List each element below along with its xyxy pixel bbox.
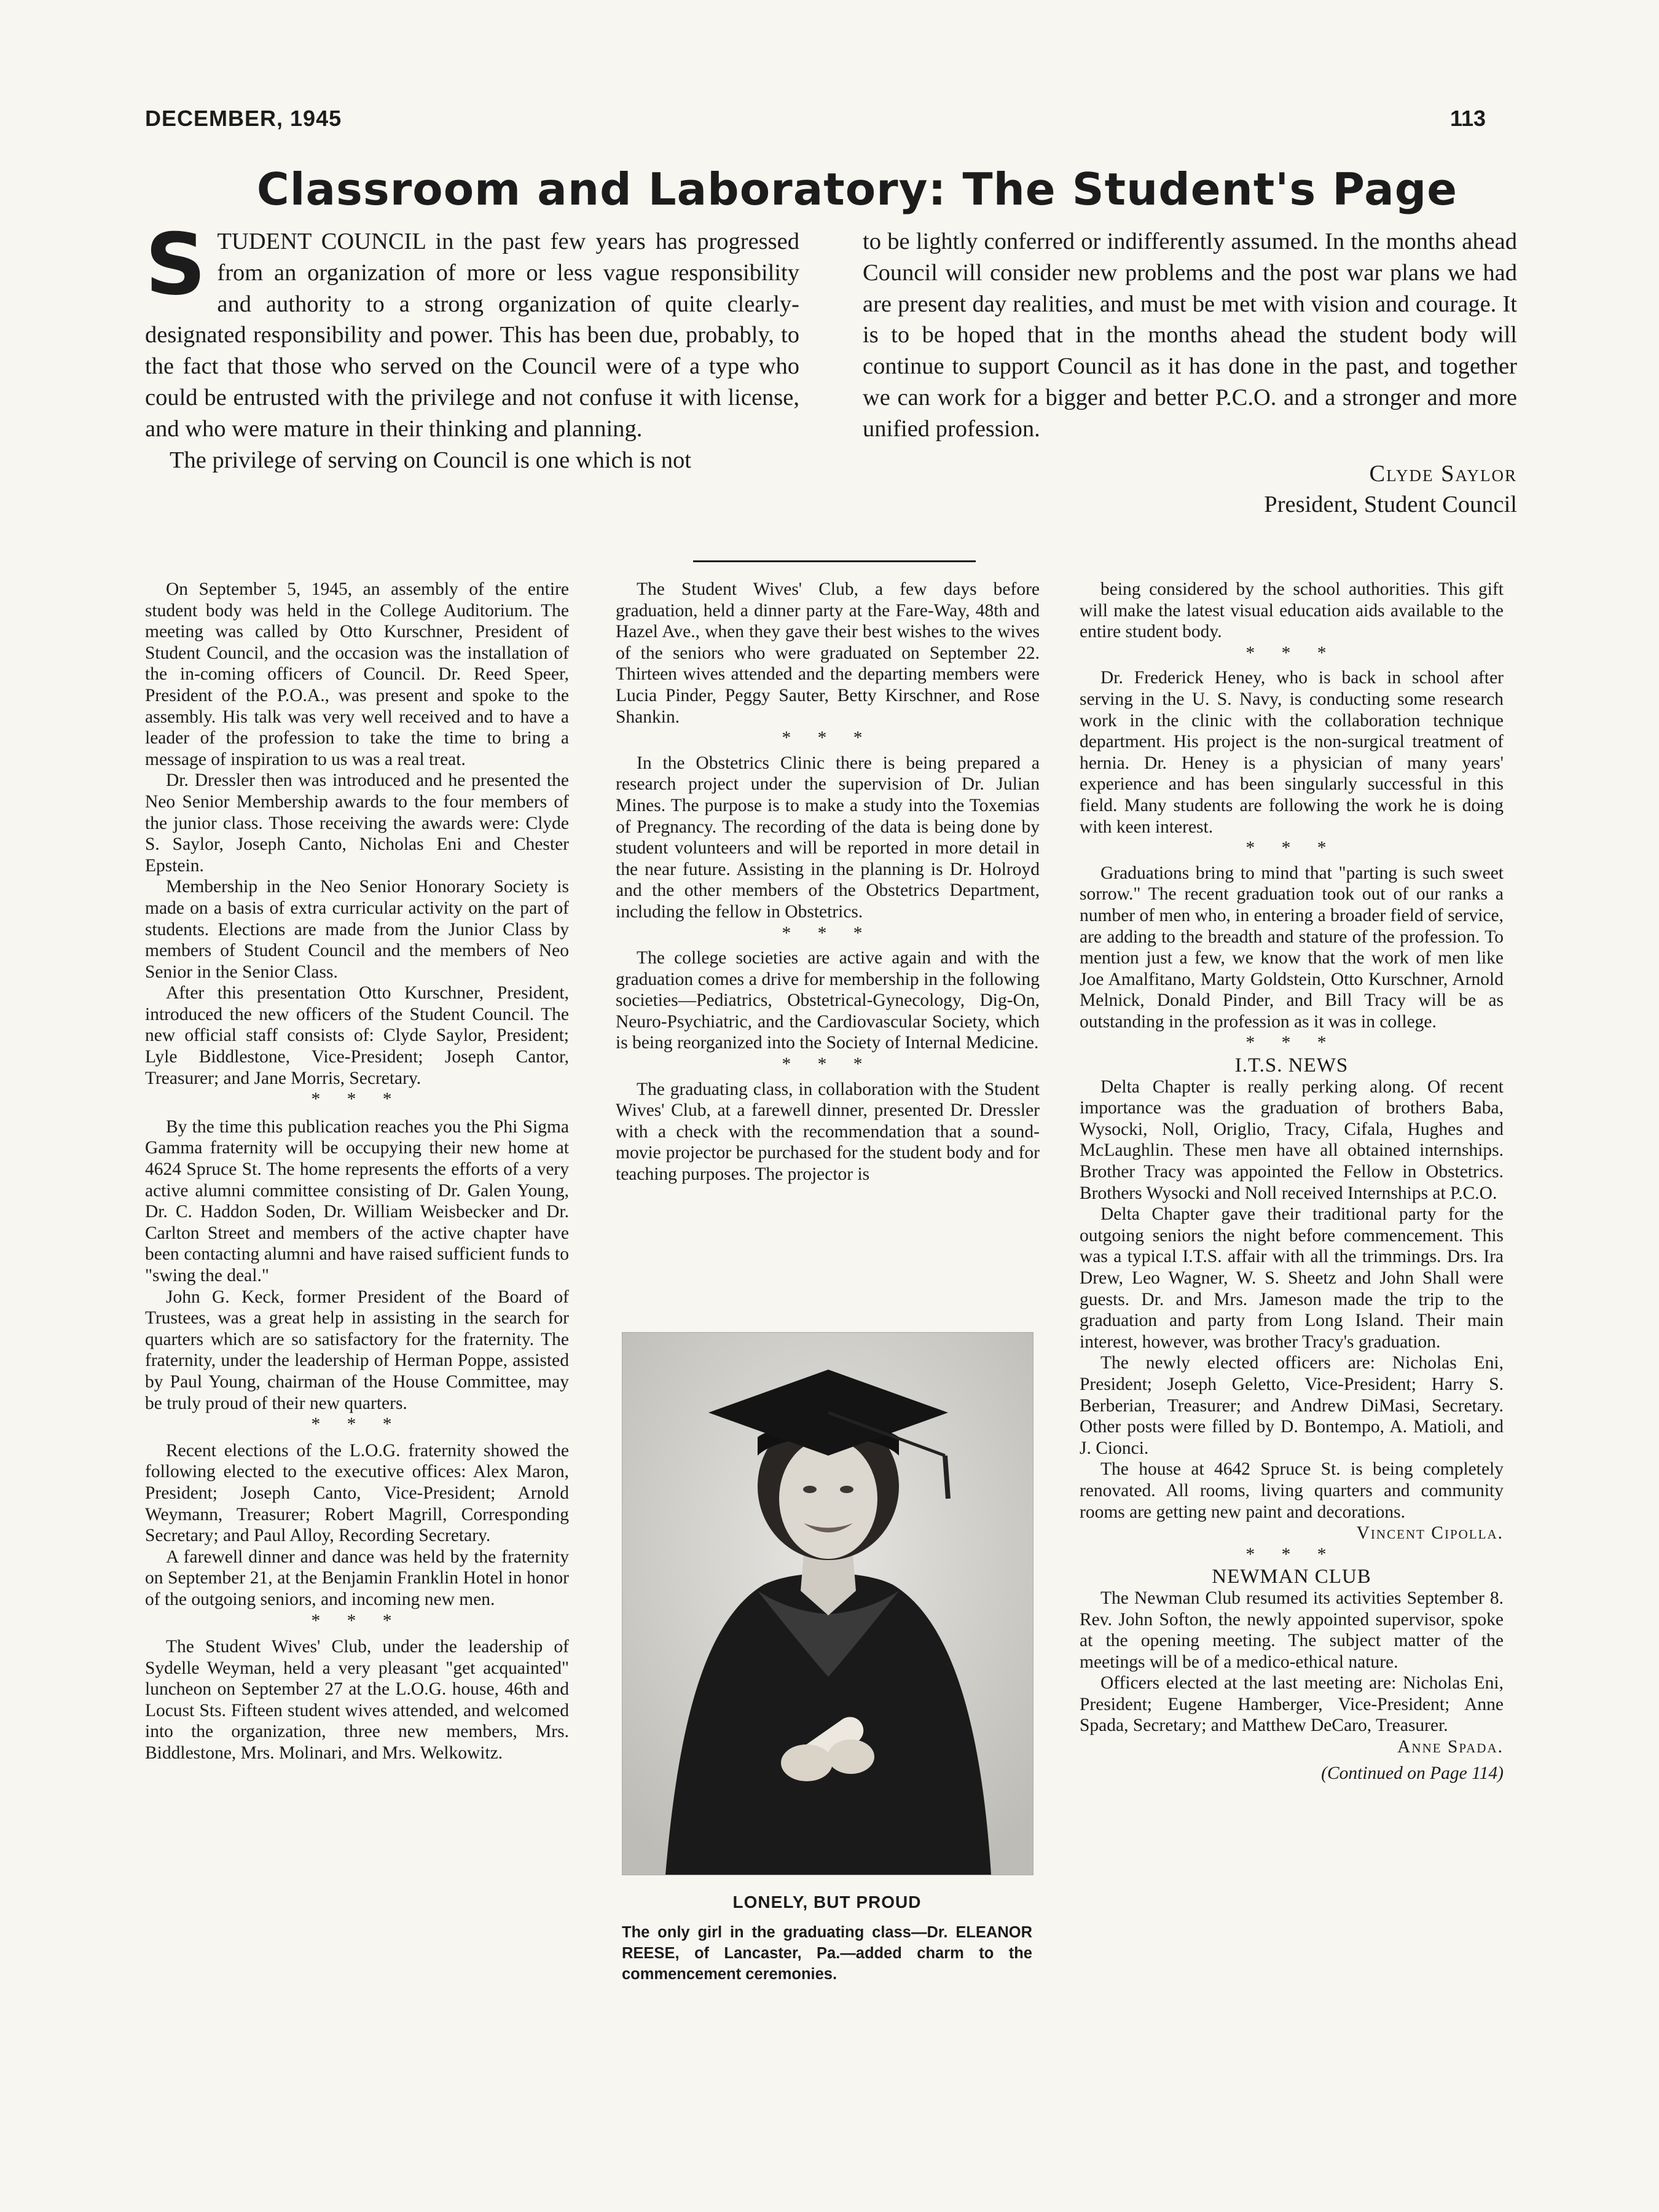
photo-caption: The only girl in the graduating class—Dr. ELEANOR REESE, of Lancaster, Pa.—added charm to the commencement ceremonies. bbox=[622, 1924, 1032, 1983]
section-divider bbox=[693, 560, 976, 562]
article-paragraph: The Student Wives' Club, under the leadership of Sydelle Weyman, held a very pleasant "get acquainted" luncheon on September 27 at the L.O.G. house, 46th and Locust Sts. Fifteen student wives attended, and welcomed into the organization, three new members, Mrs. Biddlestone, Mrs. Molinari, and Mrs. Welkowitz. bbox=[145, 1637, 569, 1763]
signature-name: Clyde Saylor bbox=[1369, 460, 1517, 487]
graduate-portrait-illustration bbox=[622, 1333, 1033, 1875]
article-paragraph: On September 5, 1945, an assembly of the entire student body was held in the College Auditorium. The meeting was called by Otto Kurschner, President of Student Council, and the occasion was the installation of the in-coming officers of Council. Dr. Reed Speer, President of the P.O.A., was present and spoke to the assembly. His talk was very well received and to have a leader of the profession to take the time to bring a message of inspiration to us was a real treat. bbox=[145, 579, 569, 769]
separator: * * * bbox=[1245, 838, 1338, 858]
intro-right-column bbox=[863, 226, 1517, 520]
drop-cap: S bbox=[145, 215, 206, 314]
graduate-photo bbox=[622, 1332, 1033, 1875]
page-number: 113 bbox=[1450, 106, 1486, 131]
article-paragraph: The house at 4642 Spruce St. is being completely renovated. All rooms, living quarters and community rooms are getting new paint and decorations. bbox=[1080, 1459, 1504, 1522]
separator: * * * bbox=[1245, 643, 1338, 663]
intro-paragraph: to be lightly conferred or indifferently assumed. In the months ahead Council will consider new problems and the post war plans we had are present day realities, and must be met with vision and courage. It is to be hoped that in the months ahead the student body will continue to support Council as it has done in the past, and together we can work for a bigger and better P.C.O. and a stronger and more unified profession. bbox=[863, 229, 1517, 442]
article-paragraph: A farewell dinner and dance was held by the fraternity on September 21, at the Benjamin Franklin Hotel in honor of the outgoing seniors, and incoming new men. bbox=[145, 1547, 569, 1609]
article-paragraph: Dr. Dressler then was introduced and he presented the Neo Senior Membership awards to the four members of the junior class. Those receiving the awards were: Clyde S. Saylor, Joseph Canto, Nicholas Eni and Chester Epstein. bbox=[145, 771, 569, 876]
separator: * * * bbox=[782, 1054, 874, 1075]
article-paragraph: After this presentation Otto Kurschner, President, introduced the new officers of the Student Council. The new official staff consists of: Clyde Saylor, President; Lyle Biddlestone, Vice-President; Joseph Cantor, Treasurer; and Jane Morris, Secretary. bbox=[145, 983, 569, 1088]
news-column-2 bbox=[616, 579, 1040, 1185]
issue-date: DECEMBER, 1945 bbox=[145, 106, 342, 131]
separator: * * * bbox=[311, 1414, 403, 1435]
article-paragraph: John G. Keck, former President of the Board of Trustees, was a great help in assisting in the search for quarters which are so satisfactory for the fraternity. The fraternity, under the leadership of Herman Poppe, assisted by Paul Young, chairman of the House Committee, may be truly proud of their new quarters. bbox=[145, 1287, 569, 1413]
newman-club-heading: NEWMAN CLUB bbox=[1212, 1566, 1371, 1588]
separator: * * * bbox=[782, 728, 874, 748]
separator: * * * bbox=[311, 1089, 403, 1110]
news-column-3 bbox=[1080, 579, 1504, 1784]
article-paragraph: Delta Chapter gave their traditional party for the outgoing seniors the night before commencement. This was a typical I.T.S. affair with all the trimmings. Drs. Ira Drew, Leo Wagner, W. S. Sheetz and John Shall were guests. Dr. and Mrs. Jameson made the trip to the graduation and party from Long Island. Their main interest, however, was brother Tracy's graduation. bbox=[1080, 1204, 1504, 1352]
intro-paragraph: The privilege of serving on Council is one which is not bbox=[170, 447, 691, 473]
intro-left-column bbox=[145, 215, 799, 476]
article-paragraph: Recent elections of the L.O.G. fraternity showed the following elected to the executive offices: Alex Maron, President; Joseph Canto, Vice-President; Arnold Weymann, Treasurer; Robert Magrill, Corresponding Secretary; and Paul Alloy, Recording Secretary. bbox=[145, 1440, 569, 1546]
article-paragraph: The graduating class, in collaboration with the Student Wives' Club, at a farewell dinner, presented Dr. Dressler with a check with the recommendation that a sound-movie projector be purchased for the student body and for teaching purposes. The projector is bbox=[616, 1079, 1040, 1185]
article-paragraph: Graduations bring to mind that "parting is such sweet sorrow." The recent graduation took out of our ranks a number of men who, in entering a broader field of service, are adding to the breadth and stature of the profession. To mention just a few, we know that the work of men like Joe Amalfitano, Marty Goldstein, Otto Kurschner, Arnold Melnick, Donald Pinder, and Bill Tracy will be as outstanding in the profession as it was in college. bbox=[1080, 863, 1504, 1032]
news-column-1 bbox=[145, 579, 569, 1764]
article-paragraph: Membership in the Neo Senior Honorary Society is made on a basis of extra curricular activity on the part of students. Elections are made from the Junior Class by members of Student Council and the members of Neo Senior in the Senior Class. bbox=[145, 877, 569, 982]
article-paragraph: The Newman Club resumed its activities September 8. Rev. John Softon, the newly appointed supervisor, spoke at the opening meeting. The subject matter of the meetings will be of a medico-ethical nature. bbox=[1080, 1588, 1504, 1672]
article-paragraph: The newly elected officers are: Nicholas Eni, President; Joseph Geletto, Vice-President; Harry S. Berberian, Treasurer; and Andrew DiMasi, Secretary. Other posts were filled by D. Bontempo, A. Matioli, and J. Cionci. bbox=[1080, 1353, 1504, 1458]
separator: * * * bbox=[1245, 1544, 1338, 1564]
article-paragraph: being considered by the school authorities. This gift will make the latest visual education aids available to the entire student body. bbox=[1080, 579, 1504, 642]
intro-paragraph: TUDENT COUNCIL in the past few years has progressed from an organization of more or less vague responsibility and authority to a strong organization of quite clearly-designated responsibility and power. This has been due, probably, to the fact that those who served on the Council were of a type who could be entrusted with the privilege and not confuse it with license, and who were mature in their thinking and planning. bbox=[145, 229, 799, 442]
separator: * * * bbox=[311, 1610, 403, 1631]
article-paragraph: Delta Chapter is really perking along. Of recent importance was the graduation of brothers Baba, Wysocki, Noll, Origlio, Tracy, Cifala, Hughes and McLaughlin. These men have all obtained internships. Brother Tracy was appointed the Fellow in Obstetrics. Brothers Wysocki and Noll received Internships at P.C.O. bbox=[1080, 1077, 1504, 1203]
signature-title: President, Student Council bbox=[1264, 492, 1517, 518]
author-signature: Vincent Cipolla. bbox=[1356, 1523, 1504, 1543]
separator: * * * bbox=[1245, 1033, 1338, 1053]
article-paragraph: The Student Wives' Club, a few days before graduation, held a dinner party at the Fare-Way, 48th and Hazel Ave., when they gave their best wishes to the wives of the seniors who were graduated on September 22. Thirteen wives attended and the departing members were Lucia Pinder, Peggy Sauter, Betty Kirschner, and Rose Shankin. bbox=[616, 579, 1040, 727]
separator: * * * bbox=[782, 923, 874, 943]
page-title: Classroom and Laboratory: The Student's Page bbox=[256, 163, 1458, 215]
continued-note: (Continued on Page 114) bbox=[1321, 1763, 1504, 1783]
author-signature: Anne Spada. bbox=[1397, 1737, 1504, 1757]
article-paragraph: By the time this publication reaches you the Phi Sigma Gamma fraternity will be occupying their new home at 4624 Spruce St. The home represents the efforts of a very active alumni committee consisting of Dr. Galen Young, Dr. C. Haddon Soden, Dr. William Weisbecker and Dr. Carlton Street and members of the active chapter have been contacting alumni and have raised sufficient funds to "swing the deal." bbox=[145, 1116, 569, 1285]
article-paragraph: In the Obstetrics Clinic there is being prepared a research project under the supervision of Dr. Julian Mines. The purpose is to make a study into the Toxemias of Pregnancy. The recording of the data is being done by student volunteers and will be reported in more detail in the near future. Assisting in the planning is Dr. Holroyd and the other members of the Obstetrics Department, including the fellow in Obstetrics. bbox=[616, 753, 1040, 922]
article-paragraph: Officers elected at the last meeting are: Nicholas Eni, President; Eugene Hamberger, Vice-President; Anne Spada, Secretary; and Matthew DeCaro, Treasurer. bbox=[1080, 1673, 1504, 1736]
its-news-heading: I.T.S. NEWS bbox=[1234, 1054, 1349, 1077]
photo-caption-title: LONELY, BUT PROUD bbox=[732, 1892, 922, 1912]
article-paragraph: The college societies are active again and with the graduation comes a drive for membership in the following societies—Pediatrics, Obstetrical-Gynecology, Dig-On, Neuro-Psychiatric, and the Cardiovascular Society, which is being reorganized into the Society of Internal Medicine. bbox=[616, 948, 1040, 1053]
article-paragraph: Dr. Frederick Heney, who is back in school after serving in the U. S. Navy, is conducting some research work in the clinic with the collaboration technique department. His project is the non-surgical treatment of hernia. Dr. Heney is a physician of many years' experience and has been singularly successful in this field. Many students are following the work he is doing with keen interest. bbox=[1080, 668, 1504, 837]
